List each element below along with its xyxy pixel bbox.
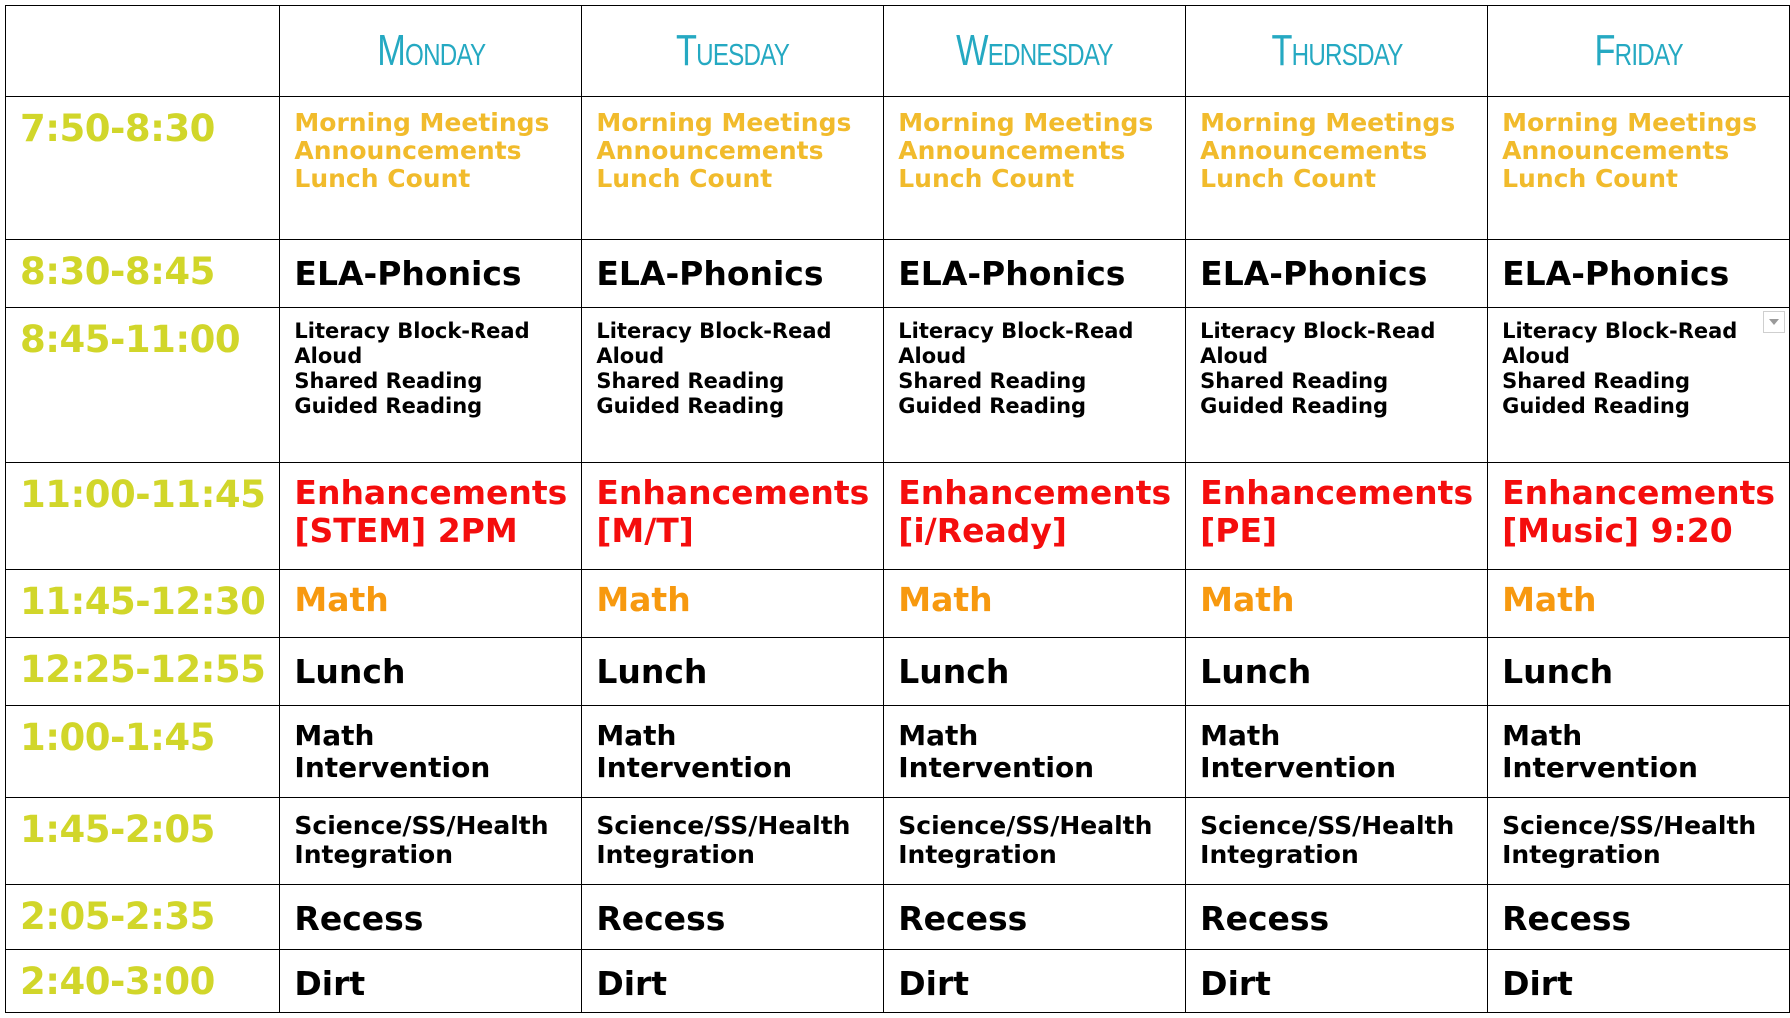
activity-text [1502, 885, 1775, 938]
schedule-row [6, 706, 1790, 798]
activity-line: Science/SS/Health [596, 811, 851, 840]
activity-line: Dirt [1200, 964, 1271, 1003]
activity-line: Aloud [1200, 344, 1269, 368]
activity-line: Shared Reading [596, 369, 785, 393]
day-label: Wednesday [956, 26, 1114, 75]
activity-line: Guided Reading [596, 394, 785, 418]
activity-line: [Music] 9:20 [1502, 511, 1733, 550]
activity-line: Math [1200, 719, 1281, 752]
activity-cell-friday[interactable] [1488, 706, 1790, 798]
activity-line: [PE] [1200, 511, 1278, 550]
header-row [6, 6, 1790, 97]
activity-line: Morning Meetings [1502, 108, 1758, 137]
activity-cell-monday[interactable] [280, 240, 582, 308]
activity-line: Shared Reading [1200, 369, 1389, 393]
activity-line: Morning Meetings [898, 108, 1154, 137]
activity-cell-friday[interactable] [1488, 240, 1790, 308]
time-cell[interactable]: 8:30-8:45 [6, 240, 280, 308]
activity-line: Enhancements [1502, 473, 1776, 512]
activity-line: Aloud [898, 344, 967, 368]
activity-line: Guided Reading [1200, 394, 1388, 418]
activity-text [1200, 308, 1473, 419]
activity-line: Dirt [1502, 964, 1573, 1003]
activity-line: Integration [1200, 840, 1359, 869]
activity-cell-thursday[interactable] [1186, 463, 1488, 570]
time-cell[interactable]: 2:40-3:00 [6, 950, 280, 1013]
activity-text [898, 463, 1171, 550]
activity-cell-friday[interactable] [1488, 570, 1790, 638]
corner-cell[interactable] [6, 6, 280, 97]
day-header-wednesday[interactable] [884, 6, 1186, 97]
activity-cell-tuesday[interactable] [582, 308, 884, 463]
activity-cell-tuesday[interactable] [582, 950, 884, 1013]
activity-line: Math [294, 719, 375, 752]
activity-line: ELA-Phonics [898, 254, 1126, 293]
activity-line: Math [1502, 580, 1597, 619]
activity-cell-wednesday[interactable] [884, 308, 1186, 463]
activity-text [596, 798, 869, 869]
activity-line: Science/SS/Health [294, 811, 549, 840]
activity-text [898, 240, 1171, 293]
activity-cell-wednesday[interactable] [884, 570, 1186, 638]
activity-line: Lunch Count [1502, 164, 1679, 193]
activity-line: Aloud [596, 344, 665, 368]
activity-line: Integration [898, 840, 1057, 869]
activity-cell-monday[interactable] [280, 570, 582, 638]
activity-cell-wednesday[interactable] [884, 706, 1186, 798]
activity-text [596, 706, 869, 784]
activity-text [294, 570, 567, 619]
activity-cell-friday[interactable] [1488, 463, 1790, 570]
activity-line: Math [1200, 580, 1295, 619]
activity-line: Morning Meetings [294, 108, 550, 137]
activity-text [596, 463, 869, 550]
activity-line: Shared Reading [294, 369, 483, 393]
activity-line: ELA-Phonics [596, 254, 824, 293]
activity-text [596, 308, 869, 419]
activity-line: [M/T] [596, 511, 694, 550]
activity-line: Guided Reading [1502, 394, 1690, 418]
activity-cell-thursday[interactable] [1186, 706, 1488, 798]
schedule-row [6, 885, 1790, 950]
activity-cell-thursday[interactable] [1186, 308, 1488, 463]
activity-line: Math [898, 580, 993, 619]
activity-text [898, 798, 1171, 869]
activity-line: Literacy Block-Read [1502, 319, 1738, 343]
activity-line: Recess [1200, 899, 1330, 938]
activity-text [294, 97, 567, 193]
activity-text [1200, 638, 1473, 691]
activity-cell-thursday[interactable] [1186, 950, 1488, 1013]
activity-text [294, 240, 567, 293]
activity-cell-wednesday[interactable] [884, 798, 1186, 885]
activity-cell-wednesday[interactable] [884, 97, 1186, 240]
schedule-row [6, 463, 1790, 570]
activity-text [1502, 463, 1775, 550]
activity-line: Enhancements [898, 473, 1172, 512]
activity-text [1200, 950, 1473, 1003]
activity-line: [i/Ready] [898, 511, 1067, 550]
activity-text [294, 950, 567, 1003]
activity-text [1502, 570, 1775, 619]
activity-line: Science/SS/Health [1502, 811, 1757, 840]
activity-line: Recess [898, 899, 1028, 938]
activity-line: Enhancements [596, 473, 870, 512]
activity-line: Lunch Count [596, 164, 773, 193]
activity-line: Guided Reading [294, 394, 483, 418]
activity-text [1200, 240, 1473, 293]
activity-line: Recess [596, 899, 726, 938]
activity-cell-tuesday[interactable] [582, 97, 884, 240]
schedule-table [5, 5, 1790, 1013]
schedule-row [6, 570, 1790, 638]
activity-text [294, 638, 567, 691]
activity-text [1200, 463, 1473, 550]
activity-line: Lunch [1502, 652, 1614, 691]
activity-cell-wednesday[interactable] [884, 638, 1186, 706]
activity-line: Announcements [1200, 136, 1428, 165]
activity-cell-wednesday[interactable] [884, 240, 1186, 308]
day-label: Friday [1594, 26, 1683, 75]
activity-line: Intervention [294, 751, 491, 784]
activity-text [294, 885, 567, 938]
activity-text [596, 240, 869, 293]
day-label: Thursday [1271, 26, 1403, 75]
activity-line: ELA-Phonics [294, 254, 522, 293]
activity-line: Lunch [294, 652, 406, 691]
activity-text [596, 638, 869, 691]
activity-text [294, 463, 567, 550]
activity-text [1200, 570, 1473, 619]
activity-text [1502, 97, 1775, 193]
activity-line: Literacy Block-Read [1200, 319, 1436, 343]
activity-cell-monday[interactable] [280, 950, 582, 1013]
activity-cell-thursday[interactable] [1186, 638, 1488, 706]
activity-text [898, 97, 1171, 193]
activity-cell-tuesday[interactable] [582, 570, 884, 638]
activity-cell-thursday[interactable] [1186, 885, 1488, 950]
activity-line: Intervention [898, 751, 1095, 784]
activity-cell-tuesday[interactable] [582, 798, 884, 885]
schedule-row [6, 950, 1790, 1013]
activity-text [294, 706, 567, 784]
activity-line: Literacy Block-Read [294, 319, 530, 343]
activity-text [1200, 706, 1473, 784]
schedule-row [6, 240, 1790, 308]
time-cell[interactable]: 1:00-1:45 [6, 706, 280, 798]
activity-cell-thursday[interactable] [1186, 97, 1488, 240]
activity-line: Enhancements [1200, 473, 1474, 512]
activity-line: Aloud [1502, 344, 1570, 368]
activity-text [898, 950, 1171, 1003]
activity-line: Math [1502, 719, 1583, 752]
activity-line: [STEM] 2PM [294, 511, 518, 550]
activity-cell-thursday[interactable] [1186, 570, 1488, 638]
activity-cell-friday[interactable] [1488, 798, 1790, 885]
activity-cell-wednesday[interactable] [884, 463, 1186, 570]
day-label: Monday [376, 26, 485, 75]
day-header-friday[interactable] [1488, 6, 1790, 97]
activity-cell-monday[interactable] [280, 308, 582, 463]
activity-cell-monday[interactable] [280, 885, 582, 950]
activity-line: Shared Reading [898, 369, 1087, 393]
activity-line: Math [898, 719, 979, 752]
activity-line: Math [596, 719, 677, 752]
activity-line: Math [294, 580, 389, 619]
time-cell[interactable]: 1:45-2:05 [6, 798, 280, 885]
activity-text [1502, 638, 1775, 691]
activity-line: Lunch Count [294, 164, 471, 193]
activity-text [1200, 97, 1473, 193]
activity-line: Integration [294, 840, 453, 869]
time-cell[interactable]: 7:50-8:30 [6, 97, 280, 240]
activity-cell-tuesday[interactable] [582, 463, 884, 570]
day-label: Tuesday [676, 26, 790, 75]
activity-line: Announcements [898, 136, 1126, 165]
activity-cell-monday[interactable] [280, 97, 582, 240]
activity-line: Lunch [898, 652, 1010, 691]
activity-line: Intervention [596, 751, 793, 784]
activity-cell-friday[interactable] [1488, 308, 1790, 463]
activity-cell-monday[interactable] [280, 798, 582, 885]
activity-text [1502, 706, 1775, 784]
activity-line: Dirt [898, 964, 970, 1003]
activity-line: Morning Meetings [1200, 108, 1456, 137]
activity-line: Dirt [596, 964, 668, 1003]
activity-text [596, 570, 869, 619]
activity-text [1502, 308, 1775, 419]
activity-line: Intervention [1200, 751, 1397, 784]
schedule-row [6, 798, 1790, 885]
activity-cell-thursday[interactable] [1186, 798, 1488, 885]
activity-line: Announcements [596, 136, 824, 165]
activity-line: Lunch [596, 652, 708, 691]
activity-text [294, 798, 567, 869]
activity-line: Science/SS/Health [898, 811, 1153, 840]
activity-text [1200, 798, 1473, 869]
activity-cell-monday[interactable] [280, 638, 582, 706]
time-cell[interactable]: 2:05-2:35 [6, 885, 280, 950]
activity-text [1502, 240, 1775, 293]
activity-text [596, 950, 869, 1003]
activity-cell-wednesday[interactable] [884, 950, 1186, 1013]
activity-line: Recess [1502, 899, 1632, 938]
day-header-thursday[interactable] [1186, 6, 1488, 97]
day-header-monday[interactable] [280, 6, 582, 97]
activity-cell-tuesday[interactable] [582, 706, 884, 798]
activity-text [1200, 885, 1473, 938]
time-cell[interactable]: 8:45-11:00 [6, 308, 280, 463]
activity-text [1502, 950, 1775, 1003]
activity-text [898, 638, 1171, 691]
day-header-tuesday[interactable] [582, 6, 884, 97]
activity-line: Announcements [1502, 136, 1730, 165]
activity-text [898, 885, 1171, 938]
cell-dropdown-icon[interactable] [1763, 311, 1785, 333]
activity-cell-friday[interactable] [1488, 885, 1790, 950]
activity-line: Integration [596, 840, 755, 869]
activity-text [898, 570, 1171, 619]
activity-line: Morning Meetings [596, 108, 852, 137]
schedule-row [6, 308, 1790, 463]
activity-line: Intervention [1502, 751, 1698, 784]
activity-text [596, 97, 869, 193]
time-cell[interactable]: 12:25-12:55 [6, 638, 280, 706]
activity-line: ELA-Phonics [1200, 254, 1428, 293]
activity-line: Literacy Block-Read [596, 319, 832, 343]
activity-line: Lunch [1200, 652, 1312, 691]
activity-cell-thursday[interactable] [1186, 240, 1488, 308]
activity-line: Integration [1502, 840, 1661, 869]
activity-cell-friday[interactable] [1488, 97, 1790, 240]
activity-line: Shared Reading [1502, 369, 1691, 393]
activity-text [596, 885, 869, 938]
schedule-row [6, 97, 1790, 240]
activity-line: Lunch Count [898, 164, 1075, 193]
activity-text [294, 308, 567, 419]
activity-line: Dirt [294, 964, 366, 1003]
activity-cell-friday[interactable] [1488, 638, 1790, 706]
activity-cell-monday[interactable] [280, 706, 582, 798]
activity-cell-tuesday[interactable] [582, 240, 884, 308]
activity-cell-wednesday[interactable] [884, 885, 1186, 950]
activity-cell-monday[interactable] [280, 463, 582, 570]
activity-line: Enhancements [294, 473, 568, 512]
activity-text [1502, 798, 1775, 869]
activity-line: Science/SS/Health [1200, 811, 1455, 840]
time-cell[interactable]: 11:00-11:45 [6, 463, 280, 570]
activity-line: Lunch Count [1200, 164, 1377, 193]
activity-cell-tuesday[interactable] [582, 885, 884, 950]
activity-line: Guided Reading [898, 394, 1087, 418]
activity-text [898, 706, 1171, 784]
activity-text [898, 308, 1171, 419]
activity-line: Aloud [294, 344, 363, 368]
activity-line: Recess [294, 899, 424, 938]
schedule-row [6, 638, 1790, 706]
activity-line: Announcements [294, 136, 522, 165]
activity-cell-tuesday[interactable] [582, 638, 884, 706]
activity-line: ELA-Phonics [1502, 254, 1730, 293]
activity-line: Math [596, 580, 691, 619]
time-cell[interactable]: 11:45-12:30 [6, 570, 280, 638]
activity-line: Literacy Block-Read [898, 319, 1134, 343]
activity-cell-friday[interactable] [1488, 950, 1790, 1013]
